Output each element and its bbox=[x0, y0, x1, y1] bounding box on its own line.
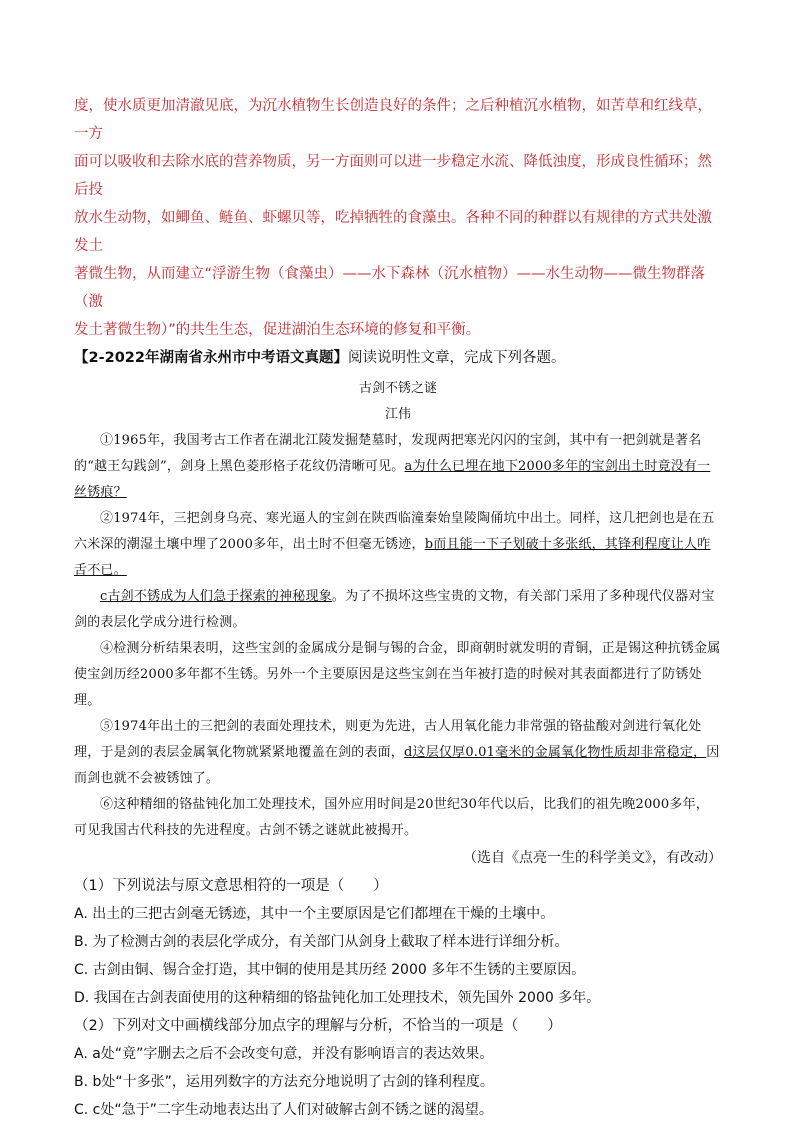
article-title: 古剑不锈之谜 bbox=[358, 381, 437, 396]
article-paragraph-1: ①1965年，我国考古工作者在湖北江陵发掘楚墓时，发现两把寒光闪闪的宝剑，其中有一把剑就是著名的“越王勾践剑”，剑身上黑色菱形格子花纹仍清晰可见。a为什么已埋在地下2000多年的宝剑出土时竟没有一丝锈痕？ bbox=[74, 433, 711, 500]
underlined-sentence-d: d这层仅厚0.01毫米的金属氧化物性质却非常稳定， bbox=[404, 745, 707, 760]
option-d: D. 我国在古剑表面使用的这种精细的铬盐钝化加工处理技术，领先国外 2000 多年。 bbox=[74, 990, 601, 1006]
underlined-sentence-a: a为什么已埋在地下2000多年的宝剑出土时竟没有一丝锈痕？ bbox=[74, 459, 711, 500]
document-page bbox=[74, 92, 722, 1124]
underlined-sentence-b: b而且能一下子划破十多张纸，其锋利程度让人咋舌不已。 bbox=[74, 537, 711, 578]
section-instruction: 阅读说明性文章，完成下列各题。 bbox=[347, 350, 566, 366]
article-paragraph-4: ④检测分析结果表明，这些宝剑的金属成分是铜与锡的合金，即商朝时就发明的青铜，正是锡这种抗锈金属使宝剑历经2000多年都不生锈。另外一个主要原因是这些宝剑在当年被打造的时候对其表面都进行了防锈处理。 bbox=[74, 641, 721, 708]
option-a: A. 出土的三把古剑毫无锈迹，其中一个主要原因是它们都埋在干燥的土壤中。 bbox=[74, 906, 555, 922]
article-author: 江伟 bbox=[384, 407, 411, 422]
intro-line: 放水生动物，如鲫鱼、鲢鱼、虾螺贝等，吃掉牺牲的食藻虫。各种不同的种群以有规律的方式共处激发土 bbox=[74, 210, 712, 254]
intro-line: 面可以吸收和去除水底的营养物质，另一方面则可以进一步稳定水流、降低浊度，形成良性循环；然后投 bbox=[74, 154, 712, 198]
section-heading bbox=[74, 344, 722, 372]
question-stem: （2）下列对文中画横线部分加点字的理解与分析，不恰当的一项是（ ） bbox=[74, 1018, 562, 1034]
option-b: B. 为了检测古剑的表层化学成分，有关部门从剑身上截取了样本进行详细分析。 bbox=[74, 934, 569, 950]
question-1 bbox=[74, 872, 722, 1012]
underlined-sentence-c: c古剑不锈成为人们急于探索的神秘现象 bbox=[100, 589, 332, 604]
article-paragraph-2: ②1974年，三把剑身乌亮、寒光逼人的宝剑在陕西临潼秦始皇陵陶俑坑中出土。同样，这几把剑也是在五六米深的潮湿土壤中埋了2000多年，出土时不但毫无锈迹，b而且能一下子划破十多张纸，其锋利程度让人咋舌不已。 bbox=[74, 511, 715, 578]
article-paragraph-3: c古剑不锈成为人们急于探索的神秘现象。为了不损坏这些宝贵的文物，有关部门采用了多种现代仪器对宝剑的表层化学成分进行检测。 bbox=[74, 589, 715, 630]
article-source: （选自《点亮一生的科学美文》，有改动） bbox=[463, 850, 722, 866]
intro-line: 度，使水质更加清澈见底，为沉水植物生长创造良好的条件；之后种植沉水植物，如苦草和红线草，一方 bbox=[74, 98, 712, 142]
article-paragraph-5: ⑤1974年出土的三把剑的表面处理技术，则更为先进，古人用氧化能力非常强的铬盐酸对剑进行氧化处理，于是剑的表层金属氧化物就紧紧地覆盖在剑的表面，d这层仅厚0.01毫米的金属氧化物性质却非常稳定，因而剑也就不会被锈蚀了。 bbox=[74, 719, 720, 786]
question-2 bbox=[74, 1012, 722, 1124]
option-a: A. a处“竟”字删去之后不会改变句意，并没有影响语言的表达效果。 bbox=[74, 1046, 494, 1062]
question-stem: （1）下列说法与原文意思相符的一项是（ ） bbox=[74, 878, 388, 894]
intro-paragraph bbox=[74, 92, 722, 344]
intro-line: 著微生物，从而建立“浮游生物（食藻虫）——水下森林（沉水植物）——水生动物——微生物群落（激 bbox=[74, 266, 706, 310]
article-paragraph-6: ⑥这种精细的铬盐钝化加工处理技术，国外应用时间是20世纪30年代以后，比我们的祖先晚2000多年，可见我国古代科技的先进程度。古剑不锈之谜就此被揭开。 bbox=[74, 797, 709, 838]
intro-line: 发土著微生物）”的共生生态，促进湖泊生态环境的修复和平衡。 bbox=[74, 322, 481, 338]
section-source: 【2-2022年湖南省永州市中考语文真题】 bbox=[74, 350, 348, 366]
option-c: C. 古剑由铜、锡合金打造，其中铜的使用是其历经 2000 多年不生锈的主要原因。 bbox=[74, 962, 586, 978]
option-c: C. c处“急于”二字生动地表达出了人们对破解古剑不锈之谜的渴望。 bbox=[74, 1102, 493, 1118]
option-b: B. b处“十多张”，运用列数字的方法充分地说明了古剑的锋利程度。 bbox=[74, 1074, 494, 1090]
